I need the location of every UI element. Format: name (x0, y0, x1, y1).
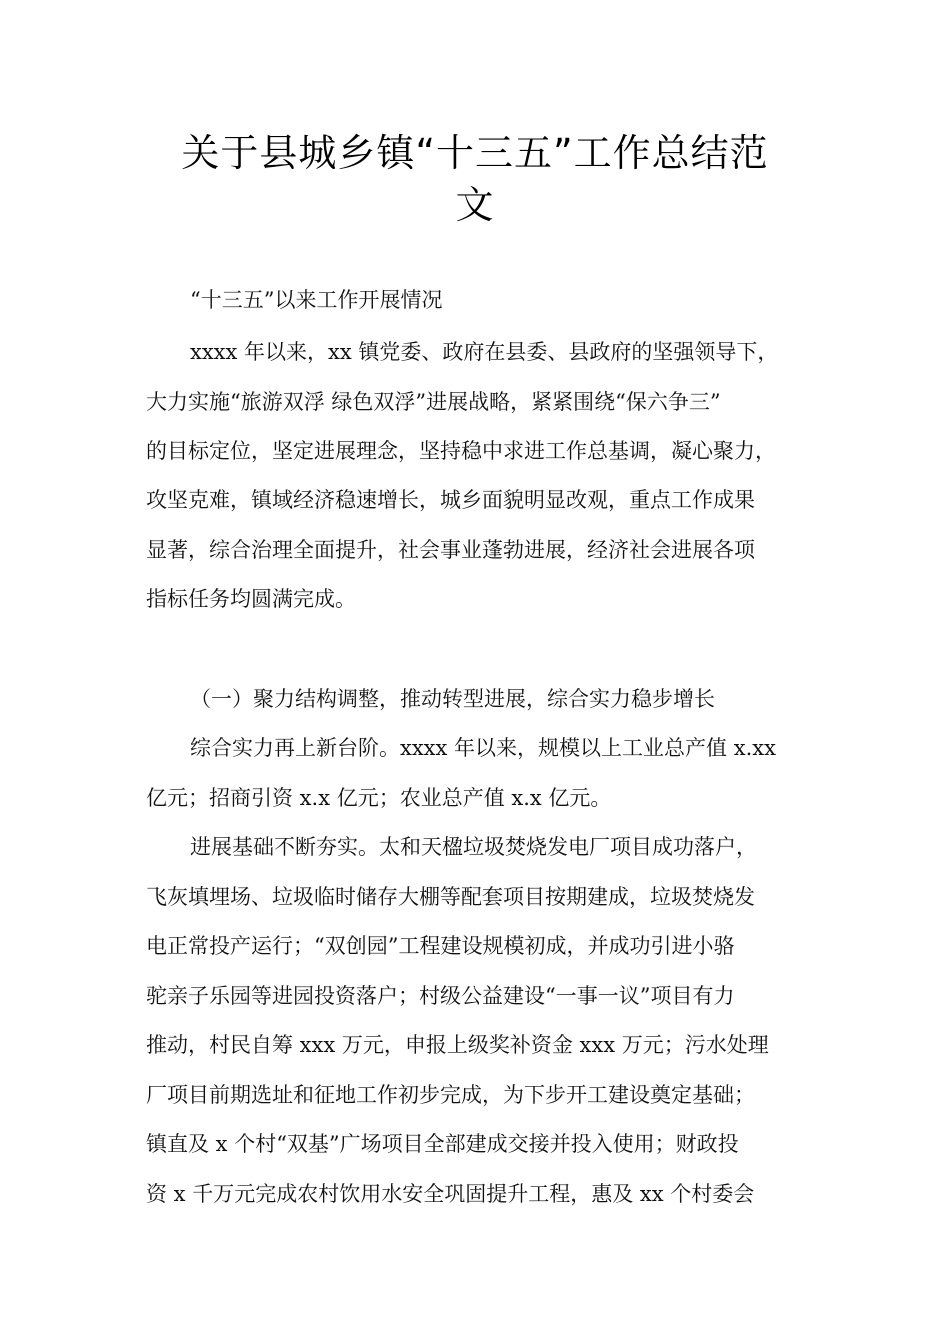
document-title-line-1: 关于县城乡镇“十三五”工作总结范 (181, 131, 769, 175)
subsection-heading-1: （一）聚力结构调整，推动转型进展，综合实力稳步增长 (190, 687, 715, 711)
paragraph-3-line-7: 镇直及 x 个村“双基”广场项目全部建成交接并投入使用；财政投 (146, 1132, 739, 1156)
paragraph-1-line-1: xxxx 年以来，xx 镇党委、政府在县委、县政府的坚强领导下， (190, 340, 779, 364)
paragraph-3-line-6: 厂项目前期选址和征地工作初步完成，为下步开工建设奠定基础； (146, 1083, 755, 1107)
paragraph-3-line-3: 电正常投产运行；“双创园”工程建设规模初成，并成功引进小骆 (146, 934, 735, 958)
paragraph-1-line-3: 的目标定位，坚定进展理念，坚持稳中求进工作总基调，凝心聚力， (146, 439, 776, 463)
paragraph-1-line-5: 显著，综合治理全面提升，社会事业蓬勃进展，经济社会进展各项 (146, 538, 755, 562)
paragraph-1-line-4: 攻坚克难，镇域经济稳速增长，城乡面貌明显改观，重点工作成果 (146, 488, 755, 512)
paragraph-3-line-8: 资 x 千万元完成农村饮用水安全巩固提升工程，惠及 xx 个村委会 (146, 1182, 755, 1206)
section-heading: “十三五”以来工作开展情况 (190, 288, 443, 312)
paragraph-3-line-5: 推动，村民自筹 xxx 万元，申报上级奖补资金 xxx 万元；污水处理 (146, 1033, 769, 1057)
paragraph-2-line-2: 亿元；招商引资 x.x 亿元；农业总产值 x.x 亿元。 (146, 786, 612, 810)
paragraph-1-line-6: 指标任务均圆满完成。 (146, 587, 356, 611)
document-title-line-2: 文 (455, 183, 495, 227)
paragraph-1-line-2: 大力实施“旅游双浮 绿色双浮”进展战略，紧紧围绕“保六争三” (146, 390, 721, 414)
paragraph-3-line-4: 驼亲子乐园等进园投资落户；村级公益建设“一事一议”项目有力 (146, 984, 735, 1008)
paragraph-3-line-1: 进展基础不断夯实。太和天楹垃圾焚烧发电厂项目成功落户， (190, 835, 757, 859)
paragraph-2-line-1: 综合实力再上新台阶。xxxx 年以来，规模以上工业总产值 x.xx (190, 736, 776, 760)
paragraph-3-line-2: 飞灰填埋场、垃圾临时储存大棚等配套项目按期建成，垃圾焚烧发 (146, 885, 755, 909)
